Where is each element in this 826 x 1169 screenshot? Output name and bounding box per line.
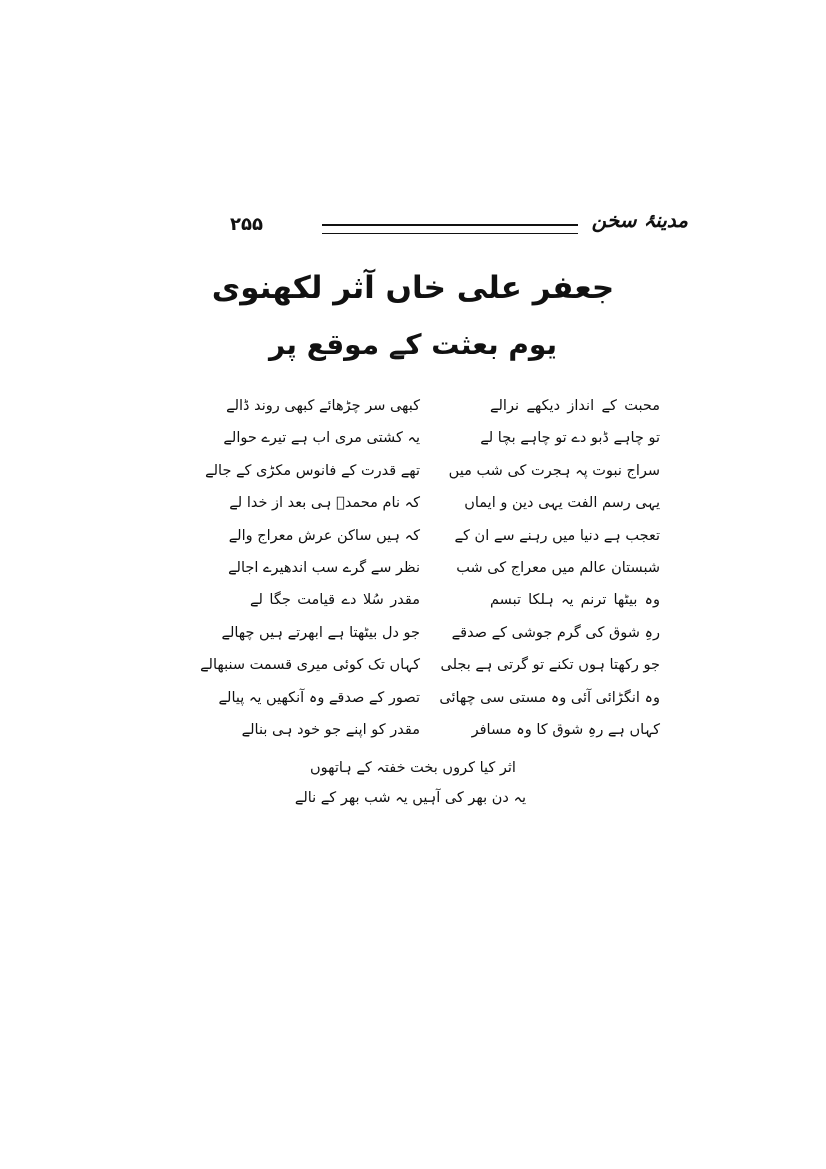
couplet	[229, 495, 660, 527]
misra-second: کہ نام محمدؐ ہی بعد از خدا لے	[229, 495, 420, 512]
header-rule-thin	[322, 233, 578, 234]
misra-first: محبت کے انداز دیکھے نرالے	[490, 398, 660, 414]
misra-second: جو دل بیٹھتا ہے ابھرتے ہیں چھالے	[221, 624, 420, 641]
maqta-second-line: یہ دن بھر کی آہیں یہ شب بھر کے نالے	[294, 790, 526, 806]
couplet	[223, 430, 660, 462]
couplet	[250, 592, 660, 624]
misra-first: تو چاہے ڈبو دے تو چاہے بچا لے	[480, 430, 660, 447]
couplet-list	[200, 398, 660, 754]
couplet	[241, 721, 660, 754]
misra-first: وہ بیٹھا ترنم یہ ہلکا تبسم	[490, 592, 660, 609]
misra-second: مقدر سُلا دے قیامت جگا لے	[250, 592, 420, 609]
misra-second: تصور کے صدقے وہ آنکھیں یہ پیالے	[218, 689, 420, 706]
misra-second: کہاں تک کوئی میری قسمت سنبھالے	[200, 657, 420, 674]
misra-first: تعجب ہے دنیا میں رہنے سے ان کے	[454, 527, 660, 544]
poem-author-title: جعفر علی خاں آثر لکھنوی	[211, 270, 615, 306]
couplet	[221, 624, 660, 657]
running-head: مدینۂ سخن	[591, 208, 688, 232]
page-number: ۲۵۵	[230, 214, 263, 235]
header-rule	[322, 224, 578, 226]
misra-first: شبستان عالم میں معراج کی شب	[456, 559, 660, 576]
misra-first: یہی رسم الفت یہی دین و ایماں	[464, 495, 660, 512]
misra-second: کہ ہیں ساکن عرش معراج والے	[228, 527, 420, 544]
couplet	[228, 559, 660, 592]
couplet	[226, 398, 660, 430]
couplet	[228, 527, 660, 560]
couplet	[200, 657, 660, 689]
misra-first: سراج نبوت پہ ہجرت کی شب میں	[448, 462, 660, 479]
maqta-couplet	[294, 760, 526, 820]
misra-first: جو رکھتا ہوں تکنے تو گرتی ہے بجلی	[440, 657, 660, 674]
misra-first: کہاں ہے رہِ شوق کا وہ مسافر	[471, 721, 660, 738]
misra-second: تھے قدرت کے فانوس مکڑی کے جالے	[205, 462, 420, 479]
misra-second: مقدر کو اپنے جو خود ہی بنالے	[241, 721, 420, 738]
maqta-first-line: اثر کیا کروں بخت خفتہ کے ہاتھوں	[310, 760, 516, 776]
misra-second: یہ کشتی مری اب ہے تیرے حوالے	[223, 430, 420, 447]
misra-first: وہ انگڑائی آئی وہ مستی سی چھائی	[439, 689, 660, 706]
misra-second: کبھی سر چڑھائے کبھی روند ڈالے	[226, 398, 420, 414]
poem-subtitle: یوم بعثت کے موقع پر	[269, 328, 557, 361]
couplet	[218, 689, 660, 722]
misra-second: نظر سے گرے سب اندھیرے اجالے	[228, 559, 420, 576]
couplet	[205, 462, 660, 495]
misra-first: رہِ شوق کی گرم جوشی کے صدقے	[451, 624, 660, 641]
